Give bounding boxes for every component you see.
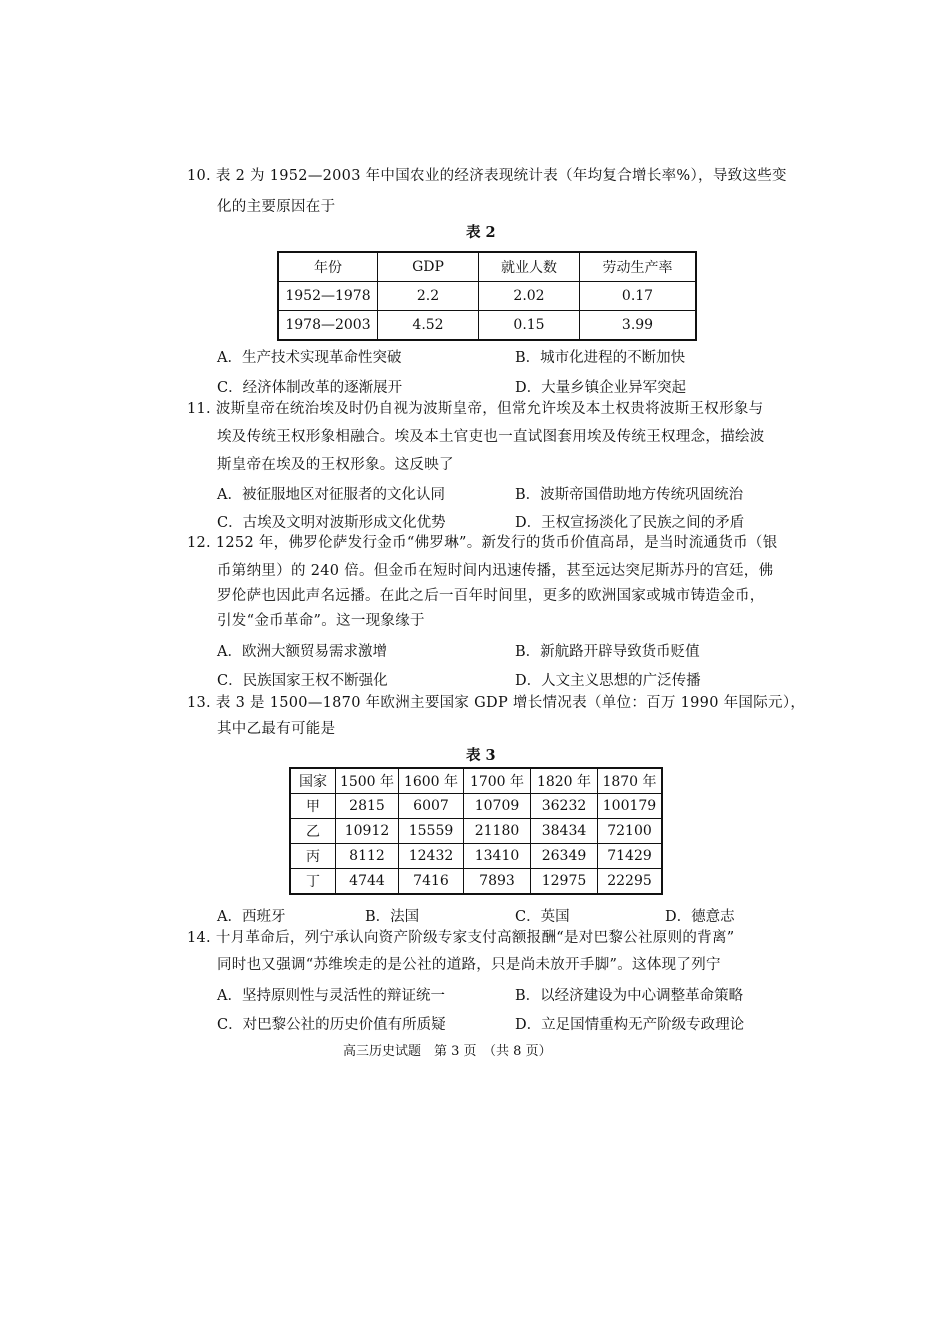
q12-option-c: C．民族国家王权不断强化 — [217, 673, 388, 689]
table2-caption: 表 2 — [466, 224, 496, 241]
table-header-cell: 国家 — [290, 768, 336, 794]
table-cell: 26349 — [531, 844, 598, 869]
table-cell: 7893 — [464, 869, 531, 895]
q12-stem-line4: 引发“金币革命”。这一现象缘于 — [217, 613, 425, 629]
table-cell: 6007 — [399, 794, 464, 819]
q13-stem-line2: 其中乙最有可能是 — [217, 721, 336, 737]
table-cell: 12432 — [399, 844, 464, 869]
table-cell: 4744 — [336, 869, 399, 895]
q11-option-d: D．王权宣扬淡化了民族之间的矛盾 — [515, 515, 745, 531]
table-cell: 15559 — [399, 819, 464, 844]
q12-option-a: A．欧洲大额贸易需求激增 — [217, 644, 387, 660]
q12-stem-line3: 罗伦萨也因此声名远播。在此之后一百年时间里，更多的欧洲国家或城市铸造金币， — [217, 588, 765, 604]
page-footer: 高三历史试题 第 3 页 （共 8 页） — [343, 1044, 552, 1059]
table-row — [290, 794, 662, 819]
table-cell: 8112 — [336, 844, 399, 869]
table-cell: 2.2 — [378, 282, 479, 311]
q12-option-b: B．新航路开辟导致货币贬值 — [515, 644, 700, 660]
q14-stem-line2: 同时也又强调“苏维埃走的是公社的道路，只是尚未放开手脚”。这体现了列宁 — [217, 957, 721, 973]
table-header-cell: 1700 年 — [464, 768, 531, 794]
table-cell: 3.99 — [580, 311, 697, 341]
table-header-cell: 1820 年 — [531, 768, 598, 794]
table-cell: 2815 — [336, 794, 399, 819]
q11-stem-line1: 11. 波斯皇帝在统治埃及时仍自视为波斯皇帝，但常允许埃及本土权贵将波斯王权形象与 — [187, 401, 764, 417]
q13-stem-line1: 13. 表 3 是 1500—1870 年欧洲主要国家 GDP 增长情况表（单位：百万 1990 年国际元）， — [187, 695, 806, 711]
q11-option-b: B．波斯帝国借助地方传统巩固统治 — [515, 487, 744, 503]
table-cell: 10709 — [464, 794, 531, 819]
q14-option-b: B．以经济建设为中心调整革命策略 — [515, 988, 744, 1004]
table-cell: 丙 — [290, 844, 336, 869]
q14-option-c: C．对巴黎公社的历史价值有所质疑 — [217, 1017, 446, 1033]
table-header-row — [278, 252, 696, 282]
q11-stem-line3: 斯皇帝在埃及的王权形象。这反映了 — [217, 457, 454, 473]
table-cell: 甲 — [290, 794, 336, 819]
q13-option-d: D．德意志 — [665, 909, 735, 925]
q12-stem-line1: 12. 1252 年，佛罗伦萨发行金币“佛罗琳”。新发行的货币价值高昂，是当时流通货币（银 — [187, 535, 778, 551]
table-row — [290, 869, 662, 895]
table-cell: 21180 — [464, 819, 531, 844]
table-cell: 10912 — [336, 819, 399, 844]
q13-option-b: B．法国 — [365, 909, 420, 925]
table-header-cell: 1500 年 — [336, 768, 399, 794]
q12-stem-line2: 币第纳里）的 240 倍。但金币在短时间内迅速传播，甚至远达突尼斯苏丹的宫廷，佛 — [217, 563, 774, 579]
table-header-cell: GDP — [378, 252, 479, 282]
table-cell: 13410 — [464, 844, 531, 869]
table-cell: 丁 — [290, 869, 336, 895]
table-cell: 22295 — [598, 869, 663, 895]
q14-option-d: D．立足国情重构无产阶级专政理论 — [515, 1017, 745, 1033]
table-cell: 2.02 — [479, 282, 580, 311]
table-cell: 12975 — [531, 869, 598, 895]
table-cell: 38434 — [531, 819, 598, 844]
table-3 — [289, 767, 663, 895]
q14-option-a: A．坚持原则性与灵活性的辩证统一 — [217, 988, 445, 1004]
table-cell: 0.15 — [479, 311, 580, 341]
table-header-cell: 1600 年 — [399, 768, 464, 794]
q11-option-c: C．古埃及文明对波斯形成文化优势 — [217, 515, 446, 531]
table-cell: 7416 — [399, 869, 464, 895]
table3-caption: 表 3 — [466, 747, 496, 764]
table-cell: 0.17 — [580, 282, 697, 311]
q14-stem-line1: 14. 十月革命后，列宁承认向资产阶级专家支付高额报酬“是对巴黎公社原则的背离” — [187, 930, 735, 946]
table-row — [278, 311, 696, 341]
q10-option-d: D．大量乡镇企业异军突起 — [515, 380, 687, 396]
table-header-cell: 年份 — [278, 252, 378, 282]
table-cell: 36232 — [531, 794, 598, 819]
q10-stem-line2: 化的主要原因在于 — [217, 199, 336, 215]
table-row — [278, 282, 696, 311]
table-cell: 乙 — [290, 819, 336, 844]
table-header-cell: 就业人数 — [479, 252, 580, 282]
q11-stem-line2: 埃及传统王权形象相融合。埃及本土官吏也一直试图套用埃及传统王权理念，描绘波 — [217, 429, 765, 445]
q11-option-a: A．被征服地区对征服者的文化认同 — [217, 487, 445, 503]
table-cell: 1952—1978 — [278, 282, 378, 311]
table-header-cell: 劳动生产率 — [580, 252, 697, 282]
table-cell: 100179 — [598, 794, 663, 819]
table-row — [290, 844, 662, 869]
q10-option-b: B．城市化进程的不断加快 — [515, 350, 686, 366]
table-cell: 1978—2003 — [278, 311, 378, 341]
q12-option-d: D．人文主义思想的广泛传播 — [515, 673, 701, 689]
table-2 — [277, 251, 697, 341]
q10-stem-line1: 10. 表 2 为 1952—2003 年中国农业的经济表现统计表（年均复合增长率%），导致这些变 — [187, 168, 787, 184]
table-header-row — [290, 768, 662, 794]
q13-option-a: A．西班牙 — [217, 909, 286, 925]
table-cell: 72100 — [598, 819, 663, 844]
table-cell: 4.52 — [378, 311, 479, 341]
table-cell: 71429 — [598, 844, 663, 869]
table-header-cell: 1870 年 — [598, 768, 663, 794]
q10-option-c: C．经济体制改革的逐渐展开 — [217, 380, 403, 396]
q10-option-a: A．生产技术实现革命性突破 — [217, 350, 402, 366]
table-row — [290, 819, 662, 844]
q13-option-c: C．英国 — [515, 909, 570, 925]
